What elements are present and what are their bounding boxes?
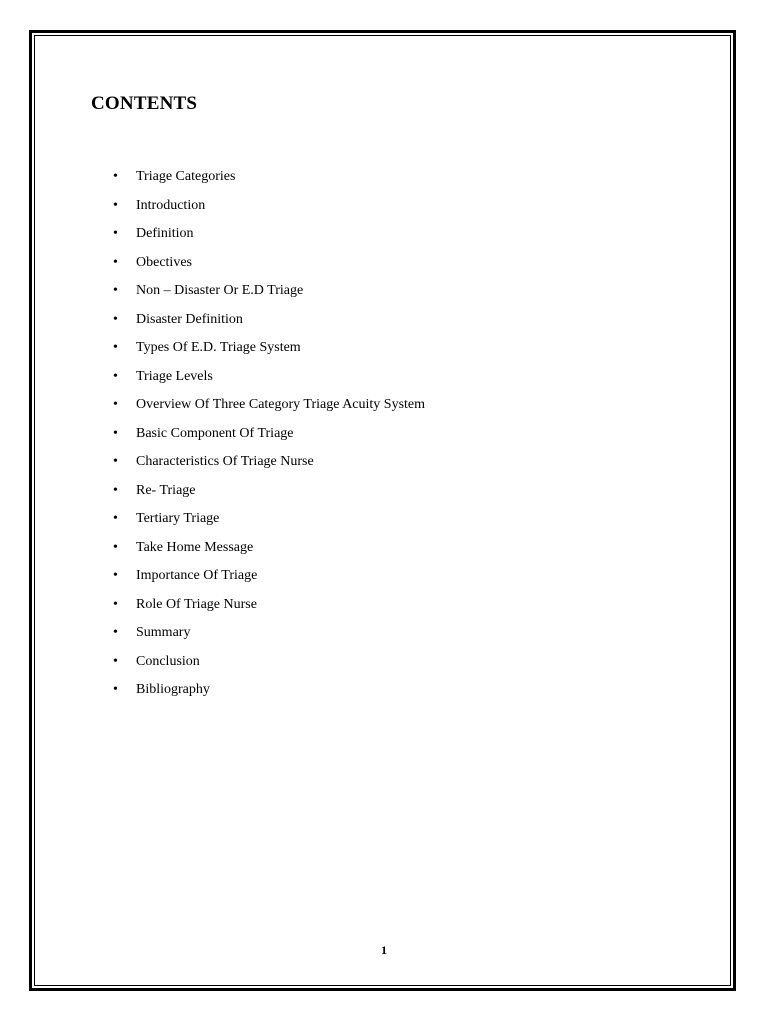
- toc-item-label: Types Of E.D. Triage System: [136, 340, 301, 355]
- bullet-icon: •: [113, 539, 118, 555]
- toc-item-label: Obectives: [136, 254, 192, 270]
- toc-item-label: Re- Triage: [136, 482, 196, 498]
- toc-item-label: Bibliography: [136, 682, 210, 697]
- toc-item-label: Disaster Definition: [136, 311, 243, 327]
- toc-item-label: Characteristics Of Triage Nurse: [136, 454, 314, 469]
- bullet-icon: •: [113, 283, 118, 298]
- toc-item-label: Definition: [136, 226, 194, 241]
- bullet-icon: •: [113, 454, 118, 469]
- toc-item-label: Basic Component Of Triage: [136, 425, 294, 441]
- bullet-icon: •: [113, 311, 118, 327]
- toc-item-label: Tertiary Triage: [136, 511, 220, 526]
- bullet-icon: •: [113, 625, 118, 640]
- bullet-icon: •: [113, 511, 118, 526]
- bullet-icon: •: [113, 368, 118, 384]
- bullet-icon: •: [113, 653, 118, 669]
- toc-item-label: Importance Of Triage: [136, 568, 258, 583]
- bullet-icon: •: [113, 425, 118, 441]
- toc-item-label: Triage Levels: [136, 368, 213, 384]
- toc-item-label: Introduction: [136, 197, 206, 213]
- toc-item-label: Take Home Message: [136, 539, 254, 555]
- bullet-icon: •: [113, 197, 118, 213]
- bullet-icon: •: [113, 340, 118, 355]
- toc-item-label: Summary: [136, 625, 191, 640]
- bullet-icon: •: [113, 254, 118, 270]
- bullet-icon: •: [113, 226, 118, 241]
- toc-item-label: Overview Of Three Category Triage Acuity System: [136, 397, 426, 412]
- bullet-icon: •: [113, 397, 118, 412]
- bullet-icon: •: [113, 682, 118, 697]
- toc-item-label: Non – Disaster Or E.D Triage: [136, 283, 304, 298]
- page-number: 1: [381, 943, 387, 957]
- bullet-icon: •: [113, 568, 118, 583]
- toc-item-label: Triage Categories: [136, 169, 236, 184]
- toc-item-label: Conclusion: [136, 653, 200, 669]
- bullet-icon: •: [113, 169, 118, 184]
- toc-item-label: Role Of Triage Nurse: [136, 596, 257, 612]
- bullet-icon: •: [113, 596, 118, 612]
- bullet-icon: •: [113, 482, 118, 498]
- contents-heading: CONTENTS: [91, 93, 198, 114]
